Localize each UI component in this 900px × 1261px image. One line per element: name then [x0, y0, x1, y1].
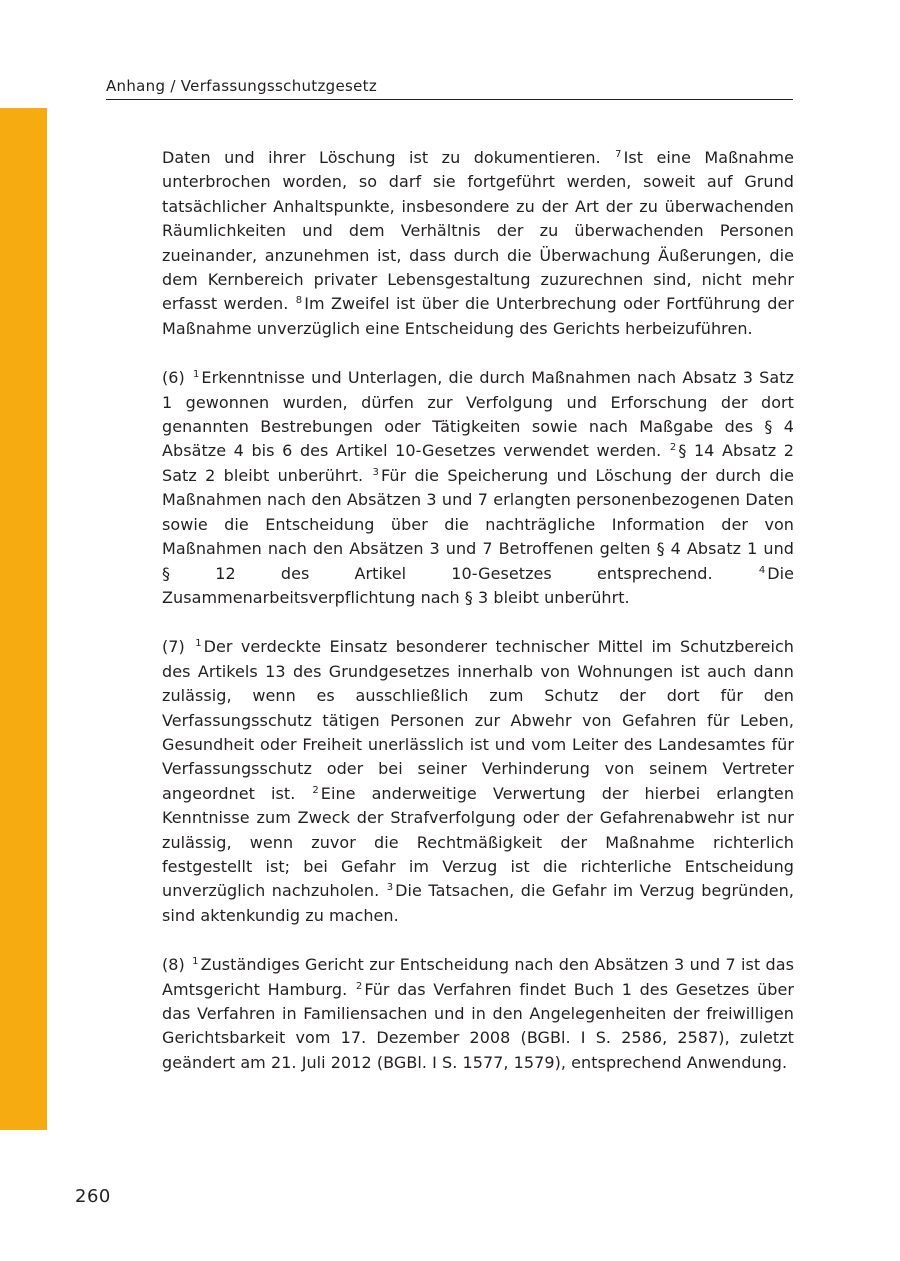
sentence-number: 1	[195, 638, 202, 650]
sentence-number: 3	[372, 466, 379, 478]
sentence-number: 2	[669, 442, 677, 454]
sentence-text: Die Tatsachen, die Gefahr im Verzug begründen, sind aktenkundig zu machen.	[162, 881, 794, 925]
sentence-text: Für das Verfahren findet Buch 1 des Gesetzes über das Verfahren in Familiensachen und in den Angelegenheiten der freiwilligen Gerichtsbarkeit vom 17. Dezember 2008 (BGBl. I S. 2586, 2587), zuletzt geändert am 21. Juli 2012 (BGBl. I S. 1577, 1579), entsprechend Anwendung.	[162, 979, 795, 1072]
sentence-number: 1	[193, 369, 200, 381]
paragraph-7	[162, 635, 794, 928]
sentence-number: 2	[355, 980, 363, 992]
sentence-number: 8	[295, 295, 303, 307]
sentence-number: 4	[758, 564, 766, 576]
sentence-number: 3	[386, 882, 394, 894]
sentence-text: Zuständiges Gericht zur Entscheidung nach den Absätzen 3 und 7 ist das Amtsgericht Hamburg.	[162, 955, 794, 999]
sentence-text: Der verdeckte Einsatz besonderer technischer Mittel im Schutzbereich des Artikels 13 des Grundgesetzes innerhalb von Wohnungen ist auch dann zulässig, wenn es ausschließlich zum Schutz der dort für den Verfassungsschutz tätigen Personen zur Abwehr von Gefahren für Leben, Gesundheit oder Freiheit unerlässlich ist und vom Leiter des Landesamtes für Verfassungsschutz oder bei seiner Verhinderung von seinem Vertreter angeordnet ist.	[162, 637, 794, 803]
sentence-text: Ist eine Maßnahme unterbrochen worden, so darf sie fortgeführt werden, soweit auf Grund tatsächlicher Anhaltspunkte, insbesondere zu der Art der zu überwachenden Räumlichkeiten und dem Verhältnis der zu überwachenden Personen zueinander, anzunehmen ist, dass durch die Überwachung Äußerungen, die dem Kernbereich privater Lebensgestaltung zuzurechnen sind, nicht mehr erfasst werden.	[162, 148, 795, 314]
paragraph-label: (7)	[162, 637, 185, 657]
running-title: Anhang / Verfassungsschutzgesetz	[106, 77, 378, 95]
sentence-number: 2	[312, 784, 319, 796]
paragraph-6	[162, 366, 794, 610]
sentence-text: Die Zusammenarbeitsverpflichtung nach § 3 bleibt unberührt.	[162, 563, 794, 607]
sentence-text: Daten und ihrer Löschung ist zu dokumentieren.	[162, 148, 601, 167]
paragraph-label: (6)	[162, 368, 185, 388]
chapter-color-bar	[0, 108, 47, 1130]
sentence-text: Eine anderweitige Verwertung der hierbei erlangten Kenntnisse zum Zweck der Strafverfolgung oder der Gefahrenabwehr ist nur zulässig, wenn zuvor die Rechtmäßigkeit der Maßnahme richterlich festgestellt ist; bei Gefahr im Verzug ist die richterliche Entscheidung unverzüglich nachzuholen.	[162, 783, 795, 901]
paragraph-continuation	[162, 146, 794, 341]
running-header	[106, 76, 793, 100]
page-number: 260	[75, 1186, 111, 1207]
sentence-text: Für die Speicherung und Löschung der durch die Maßnahmen nach den Absätzen 3 und 7 erlangten personenbezogenen Daten sowie die Entscheidung über die nachträgliche Information der von Maßnahmen nach den Absätzen 3 und 7 Betroffenen gelten § 4 Absatz 1 und § 12 des Artikel 10-Gesetzes entsprechend.	[162, 465, 794, 583]
law-text-body	[162, 146, 794, 1075]
sentence-number: 7	[615, 149, 622, 160]
sentence-text: Im Zweifel ist über die Unterbrechung oder Fortführung der Maßnahme unverzüglich eine Entscheidung des Gerichts herbeizuführen.	[162, 294, 795, 338]
sentence-number: 1	[192, 956, 199, 968]
sentence-text: Erkenntnisse und Unterlagen, die durch Maßnahmen nach Absatz 3 Satz 1 gewonnen wurden, dürfen zur Verfolgung und Erforschung der dort genannten Bestrebungen oder Tätigkeiten sowie nach Maßgabe des § 4 Absätze 4 bis 6 des Artikel 10-Gesetzes verwendet werden.	[162, 368, 795, 461]
paragraph-8	[162, 953, 794, 1075]
paragraph-label: (8)	[162, 955, 185, 975]
sentence-text: § 14 Absatz 2 Satz 2 bleibt unberührt.	[162, 441, 794, 485]
